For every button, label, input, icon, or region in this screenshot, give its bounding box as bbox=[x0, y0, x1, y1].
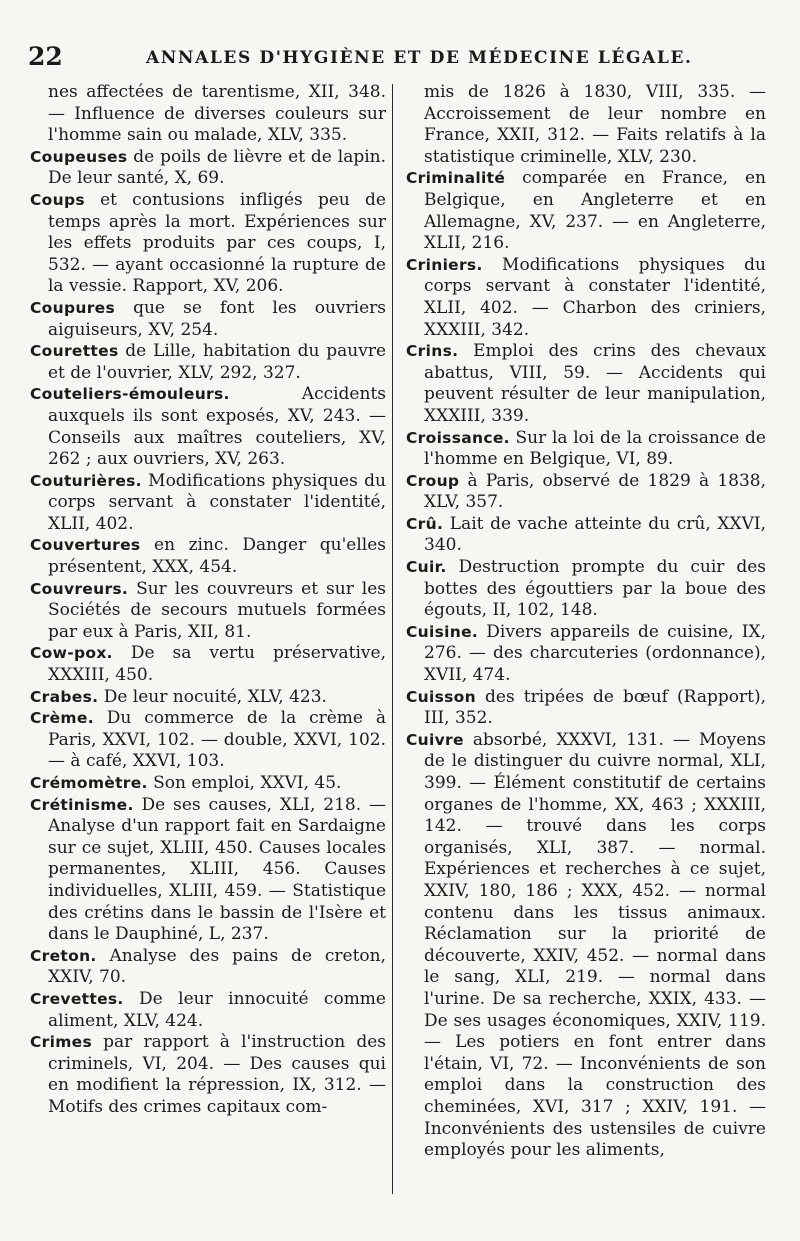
entry-term: Croup bbox=[406, 471, 460, 490]
entry-term: Crémomètre. bbox=[30, 774, 148, 792]
index-entry bbox=[30, 298, 386, 341]
entry-text: Sur la loi de la croissance de l'homme en Belgique, VI, 89. bbox=[424, 427, 766, 470]
entry-text: et contusions infligés peu de temps après la mort. Expériences sur les effets produits par ces coups, I, 532. — ayant occasionné la rupture de la vessie. Rapport, XV, 206. bbox=[48, 189, 386, 297]
index-entry bbox=[30, 989, 386, 1032]
index-entry bbox=[406, 255, 766, 341]
entry-term: Creton. bbox=[30, 946, 97, 965]
entry-term: Cuisine. bbox=[406, 622, 479, 641]
entry-term: Coupures bbox=[30, 298, 115, 317]
index-entry bbox=[406, 730, 766, 1162]
right-column bbox=[406, 82, 766, 1162]
entry-term: Crétinisme. bbox=[30, 795, 134, 814]
entry-term: Cuivre bbox=[406, 730, 464, 749]
index-entry bbox=[406, 514, 766, 557]
entry-text: Destruction prompte du cuir des bottes des égouttiers par la boue des égouts, II, 102, 148. bbox=[424, 557, 766, 621]
entry-term: Crevettes. bbox=[30, 989, 124, 1008]
entry-text: de Lille, habitation du pauvre et de l'ouvrier, XLV, 292, 327. bbox=[48, 341, 386, 383]
entry-term: Courettes bbox=[30, 342, 119, 361]
entry-text: mis de 1826 à 1830, VIII, 335. — Accroissement de leur nombre en France, XXII, 312. — Faits relatifs à la statistique criminelle, XLV, 230. bbox=[424, 82, 766, 167]
entry-term: Coupeuses bbox=[30, 147, 128, 166]
entry-text: que se font les ouvriers aiguiseurs, XV, 254. bbox=[48, 297, 386, 340]
index-entry bbox=[30, 795, 386, 946]
page-number: 22 bbox=[28, 42, 63, 71]
entry-text: Du commerce de la crème à Paris, XXVI, 102. — double, XXVI, 102. — à café, XXVI, 103. bbox=[48, 708, 386, 772]
entry-text: Analyse des pains de creton, XXIV, 70. bbox=[48, 945, 386, 988]
index-entry bbox=[30, 341, 386, 384]
page-header bbox=[28, 42, 778, 76]
entry-term: Cuir. bbox=[406, 558, 447, 577]
entry-text: comparée en France, en Belgique, en Angleterre et en Allemagne, XV, 237. — en Angleterre, XLII, 216. bbox=[424, 168, 766, 254]
entry-term: Couvertures bbox=[30, 536, 141, 555]
entry-text: Divers appareils de cuisine, IX, 276. — des charcuteries (ordonnance), XVII, 474. bbox=[424, 621, 766, 686]
entry-text: des tripées de bœuf (Rapport), III, 352. bbox=[424, 686, 766, 729]
index-entry bbox=[406, 82, 766, 168]
index-entry bbox=[30, 579, 386, 644]
entry-text: Accidents auxquels ils sont exposés, XV, 243. — Conseils aux maîtres couteliers, XV, 262 ; aux ouvriers, XV, 263. bbox=[48, 384, 386, 470]
entry-text: Sur les couvreurs et sur les Sociétés de secours mutuels formées par eux à Paris, XII, 81. bbox=[48, 578, 386, 642]
entry-term: Crimes bbox=[30, 1033, 93, 1052]
index-entry bbox=[30, 471, 386, 536]
entry-term: Cuisson bbox=[406, 687, 476, 706]
column-divider bbox=[392, 84, 393, 1194]
entry-term: Couturières. bbox=[30, 471, 142, 490]
entry-term: Couvreurs. bbox=[30, 579, 129, 598]
entry-text: de poils de lièvre et de lapin. De leur santé, X, 69. bbox=[48, 146, 386, 189]
entry-text: De leur nocuité, XLV, 423. bbox=[98, 686, 327, 707]
entry-term: Croissance. bbox=[406, 428, 510, 447]
entry-text: Lait de vache atteinte du crû, XXVI, 340. bbox=[424, 513, 766, 556]
entry-term: Criniers. bbox=[406, 255, 483, 274]
entry-term: Coups bbox=[30, 190, 85, 209]
entry-text: par rapport à l'instruction des criminels, VI, 204. — Des causes qui en modifient la répression, IX, 312. — Motifs des crimes capitaux com- bbox=[48, 1032, 386, 1117]
entry-text: à Paris, observé de 1829 à 1838, XLV, 357. bbox=[424, 470, 766, 513]
entry-text: absorbé, XXXVI, 131. — Moyens de le distinguer du cuivre normal, XLI, 399. — Élément constitutif de certains organes de l'homme, XX, 463 ; XXXIII, 142. — trouvé dans les corps organisés, XLI, 387. — normal. Expériences et recherches à ce sujet, XXIV, 180, 186 ; XXX, 452. — normal contenu dans les tissus animaux. Réclamation sur la priorité de découverte, XXIV, 452. — normal dans le sang, XLI, 219. — normal dans l'urine. De sa recherche, XXIX, 433. — De ses usages économiques, XXIV, 119. — Les potiers en font entrer dans l'étain, VI, 72. — Inconvénients de son emploi dans la construction des cheminées, XVI, 317 ; XXIV, 191. — Inconvénients des ustensiles de cuivre employés pour les aliments, bbox=[424, 729, 766, 1161]
entry-text: De leur innocuité comme aliment, XLV, 424. bbox=[48, 988, 386, 1031]
entry-term: Crû. bbox=[406, 514, 444, 533]
entry-text: Emploi des crins des chevaux abattus, VIII, 59. — Accidents qui peuvent résulter de leur manipulation, XXXIII, 339. bbox=[424, 341, 766, 426]
index-entry bbox=[30, 82, 386, 147]
index-entry bbox=[406, 471, 766, 514]
entry-term: Cow-pox. bbox=[30, 644, 113, 663]
entry-term: Couteliers-émouleurs. bbox=[30, 385, 230, 404]
index-entry bbox=[30, 687, 386, 709]
index-entry bbox=[30, 708, 386, 773]
index-entry bbox=[30, 773, 386, 795]
entry-text: De sa vertu préservative, XXXIII, 450. bbox=[48, 643, 386, 686]
entry-text: Modifications physiques du corps servant à constater l'identité, XLII, 402. — Charbon des criniers, XXXIII, 342. bbox=[424, 254, 766, 340]
entry-term: Crème. bbox=[30, 709, 94, 728]
index-entry bbox=[30, 535, 386, 578]
entry-term: Criminalité bbox=[406, 169, 506, 188]
index-entry bbox=[30, 384, 386, 470]
index-entry bbox=[30, 643, 386, 686]
entry-text: en zinc. Danger qu'elles présentent, XXX, 454. bbox=[48, 535, 386, 578]
index-entry bbox=[406, 341, 766, 427]
index-entry bbox=[406, 168, 766, 254]
entry-term: Crabes. bbox=[30, 687, 99, 706]
entry-text: Modifications physiques du corps servant à constater l'identité, XLII, 402. bbox=[48, 470, 386, 534]
left-column bbox=[30, 82, 386, 1119]
entry-text: nes affectées de tarentisme, XII, 348. — Influence de diverses couleurs sur l'homme sain ou malade, XLV, 335. bbox=[48, 82, 386, 146]
entry-term: Crins. bbox=[406, 342, 459, 361]
index-entry bbox=[406, 557, 766, 622]
index-entry bbox=[30, 946, 386, 989]
index-entry bbox=[30, 147, 386, 190]
running-head: ANNALES D'HYGIÈNE ET DE MÉDECINE LÉGALE. bbox=[146, 48, 693, 68]
index-entry bbox=[406, 687, 766, 730]
index-entry bbox=[406, 622, 766, 687]
index-entry bbox=[30, 190, 386, 298]
index-entry bbox=[30, 1032, 386, 1118]
index-entry bbox=[406, 428, 766, 471]
entry-text: De ses causes, XLI, 218. — Analyse d'un rapport fait en Sardaigne sur ce sujet, XLIII, 450. Causes locales permanentes, XLIII, 456. Causes individuelles, XLIII, 459. — Statistique des crétins dans le bassin de l'Isère et dans le Dauphiné, L, 237. bbox=[48, 794, 386, 945]
entry-text: Son emploi, XXVI, 45. bbox=[147, 773, 342, 793]
